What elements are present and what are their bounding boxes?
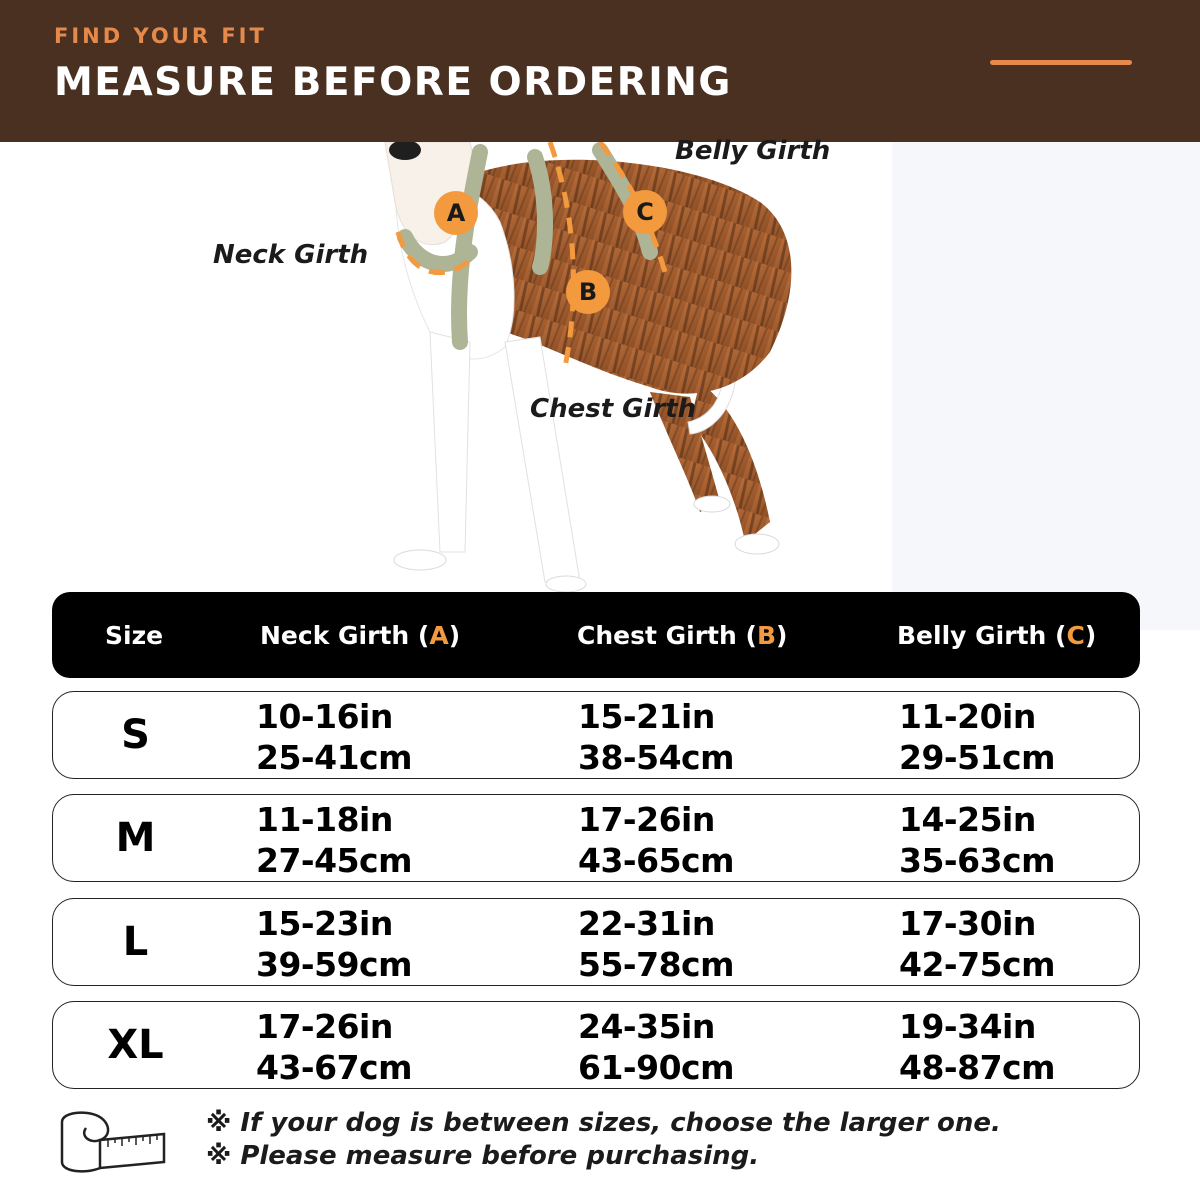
chest-cell: 15-21in 38-54cm	[578, 697, 734, 777]
header-chest-label: Chest Girth	[577, 620, 737, 650]
chest-cell: 24-35in 61-90cm	[578, 1007, 734, 1087]
belly-cell: 17-30in 42-75cm	[899, 904, 1055, 984]
header-neck-letter: A	[429, 620, 449, 650]
neck-cell: 10-16in 25-41cm	[256, 697, 412, 777]
belly-girth-label: Belly Girth	[675, 136, 831, 166]
neck-cell: 15-23in 39-59cm	[256, 904, 412, 984]
header-kicker: FIND YOUR FIT	[54, 24, 267, 48]
belly-cell: 19-34in 48-87cm	[899, 1007, 1055, 1087]
chest-girth-label: Chest Girth	[530, 394, 697, 424]
size-label: M	[115, 815, 156, 861]
table-row	[52, 691, 1140, 779]
size-label: L	[122, 919, 149, 965]
header-size	[105, 592, 163, 678]
marker-c: C	[623, 190, 667, 234]
header-belly-label: Belly Girth	[897, 620, 1047, 650]
size-label: XL	[107, 1022, 164, 1068]
note-between-sizes: ※ If your dog is between sizes, choose the larger one.	[206, 1108, 1001, 1138]
header-neck: Neck Girth ( A )	[260, 620, 461, 650]
belly-cell: 14-25in 35-63cm	[899, 800, 1055, 880]
header-size-label: Size	[105, 620, 164, 650]
header-belly: Belly Girth ( C )	[897, 620, 1097, 650]
chest-cell: 22-31in 55-78cm	[578, 904, 734, 984]
header-banner	[0, 0, 1200, 142]
size-label: S	[121, 712, 150, 758]
table-row	[52, 898, 1140, 986]
header-chest-letter: B	[756, 620, 777, 650]
page-title: MEASURE BEFORE ORDERING	[54, 60, 732, 105]
side-panel	[892, 142, 1200, 630]
measuring-tape-icon	[56, 1106, 168, 1178]
marker-b: B	[566, 270, 610, 314]
note-measure-first: ※ Please measure before purchasing.	[206, 1141, 760, 1171]
marker-a: A	[434, 191, 478, 235]
table-row	[52, 1001, 1140, 1089]
belly-cell: 11-20in 29-51cm	[899, 697, 1055, 777]
header-accent-line	[990, 60, 1132, 65]
header-neck-label: Neck Girth	[260, 620, 410, 650]
table-row	[52, 794, 1140, 882]
size-table-header	[52, 592, 1140, 678]
neck-cell: 11-18in 27-45cm	[256, 800, 412, 880]
chest-cell: 17-26in 43-65cm	[578, 800, 734, 880]
header-chest: Chest Girth ( B )	[577, 620, 788, 650]
neck-cell: 17-26in 43-67cm	[256, 1007, 412, 1087]
header-belly-letter: C	[1066, 620, 1085, 650]
neck-girth-label: Neck Girth	[213, 240, 369, 270]
